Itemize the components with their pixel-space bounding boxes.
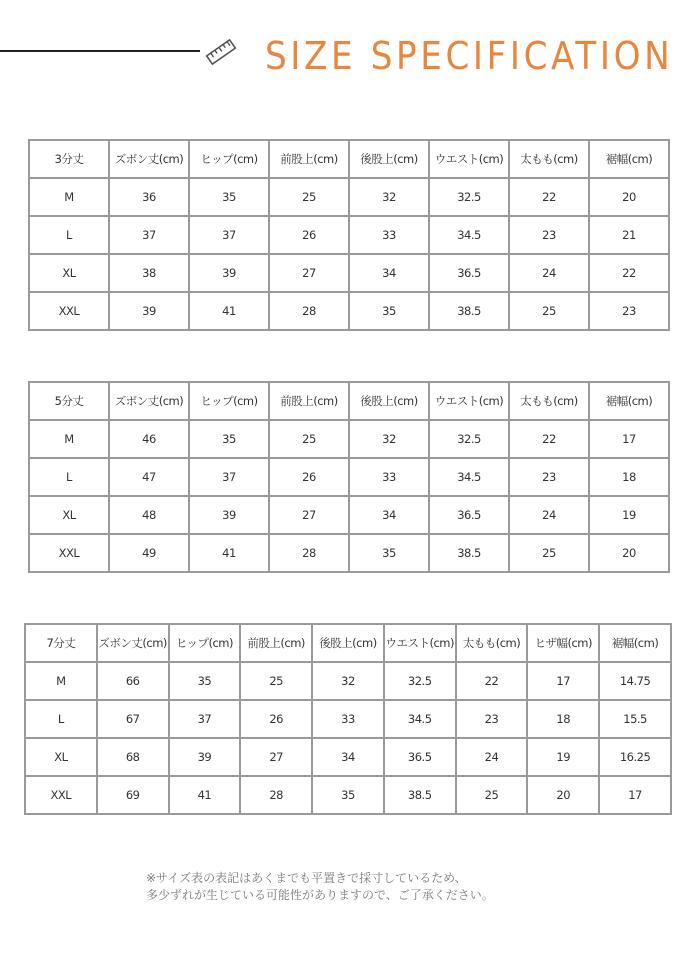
table-cell: 32.5 [384, 662, 456, 700]
table-cell: 38.5 [384, 776, 456, 814]
table-cell: 27 [240, 738, 312, 776]
table-cell: 35 [189, 178, 269, 216]
table-header-cell: 3分丈 [29, 140, 109, 178]
table-row [25, 738, 671, 776]
table-cell: 25 [509, 292, 589, 330]
table-cell: 66 [97, 662, 169, 700]
table-cell: 35 [169, 662, 241, 700]
table-row [29, 496, 669, 534]
table-cell: M [25, 662, 97, 700]
table-row [25, 776, 671, 814]
table-header-cell: ウエスト(cm) [429, 382, 509, 420]
table-header-cell: 太もも(cm) [456, 624, 528, 662]
table-header-cell: 後股上(cm) [349, 140, 429, 178]
table-cell: 36.5 [429, 496, 509, 534]
table-header-row [29, 140, 669, 178]
table-cell: 25 [269, 420, 349, 458]
table-cell: 23 [509, 216, 589, 254]
table-cell: XL [25, 738, 97, 776]
table-cell: 32 [349, 178, 429, 216]
table-cell: 41 [169, 776, 241, 814]
table-row [29, 458, 669, 496]
table-cell: 38.5 [429, 292, 509, 330]
table-cell: 37 [189, 216, 269, 254]
table-cell: 25 [240, 662, 312, 700]
table-cell: 47 [109, 458, 189, 496]
table-header-cell: ヒップ(cm) [169, 624, 241, 662]
table-cell: 23 [509, 458, 589, 496]
table-header-cell: 7分丈 [25, 624, 97, 662]
table-row [29, 178, 669, 216]
table-cell: 24 [456, 738, 528, 776]
table-cell: 37 [169, 700, 241, 738]
table-cell: 22 [456, 662, 528, 700]
table-cell: XXL [29, 292, 109, 330]
table-cell: 32 [312, 662, 384, 700]
table-header-cell: 太もも(cm) [509, 140, 589, 178]
table-cell: 33 [312, 700, 384, 738]
table-cell: 17 [589, 420, 669, 458]
table-header-cell: 前股上(cm) [269, 140, 349, 178]
size-table-5bu [28, 381, 670, 573]
table-cell: XXL [25, 776, 97, 814]
table-cell: L [29, 216, 109, 254]
table-cell: 26 [240, 700, 312, 738]
table-header-cell: ズボン丈(cm) [109, 140, 189, 178]
table-header-cell: 前股上(cm) [269, 382, 349, 420]
table-header-cell: 裾幅(cm) [589, 140, 669, 178]
page-title: SIZE SPECIFICATION [265, 34, 674, 78]
table-cell: 17 [599, 776, 671, 814]
table-cell: XL [29, 254, 109, 292]
table-cell: L [29, 458, 109, 496]
table-header-cell: 裾幅(cm) [589, 382, 669, 420]
table-cell: 36 [109, 178, 189, 216]
size-table-3bu [28, 139, 670, 331]
table-header-row [29, 382, 669, 420]
table-cell: 46 [109, 420, 189, 458]
table-cell: 38 [109, 254, 189, 292]
table-cell: 23 [456, 700, 528, 738]
table-cell: 26 [269, 458, 349, 496]
table-row [29, 292, 669, 330]
table-cell: 69 [97, 776, 169, 814]
table-row [29, 534, 669, 572]
table-cell: L [25, 700, 97, 738]
table-cell: 34 [349, 254, 429, 292]
table-cell: 36.5 [429, 254, 509, 292]
table-cell: 27 [269, 254, 349, 292]
table-cell: 26 [269, 216, 349, 254]
table-cell: 15.5 [599, 700, 671, 738]
table-header-cell: ヒップ(cm) [189, 382, 269, 420]
table-cell: 23 [589, 292, 669, 330]
table-cell: 39 [169, 738, 241, 776]
table-cell: 16.25 [599, 738, 671, 776]
table-cell: 35 [312, 776, 384, 814]
table-cell: 25 [269, 178, 349, 216]
table-cell: 18 [527, 700, 599, 738]
table-cell: 19 [527, 738, 599, 776]
table-cell: 25 [509, 534, 589, 572]
table-cell: 28 [269, 534, 349, 572]
table-cell: M [29, 420, 109, 458]
table-cell: 27 [269, 496, 349, 534]
table-cell: 48 [109, 496, 189, 534]
table-cell: 17 [527, 662, 599, 700]
table-cell: 33 [349, 216, 429, 254]
table-cell: 39 [189, 254, 269, 292]
table-header-cell: ウエスト(cm) [429, 140, 509, 178]
table-cell: 32.5 [429, 178, 509, 216]
table-header-cell: ヒザ幅(cm) [527, 624, 599, 662]
ruler-icon [204, 36, 238, 68]
table-cell: 24 [509, 254, 589, 292]
table-cell: 41 [189, 292, 269, 330]
table-cell: 35 [349, 292, 429, 330]
table-cell: 67 [97, 700, 169, 738]
table-cell: 68 [97, 738, 169, 776]
table-header-cell: 後股上(cm) [312, 624, 384, 662]
size-table-7bu [24, 623, 672, 815]
table-cell: 20 [527, 776, 599, 814]
table-cell: 35 [189, 420, 269, 458]
table-header-cell: 前股上(cm) [240, 624, 312, 662]
note-line-1: ※サイズ表の表記はあくまでも平置きで採寸しているため、 [146, 871, 467, 885]
table-cell: 49 [109, 534, 189, 572]
table-cell: 34 [312, 738, 384, 776]
table-row [25, 700, 671, 738]
table-cell: 34.5 [384, 700, 456, 738]
table-cell: 38.5 [429, 534, 509, 572]
table-header-cell: 後股上(cm) [349, 382, 429, 420]
table-cell: 41 [189, 534, 269, 572]
table-header-cell: 太もも(cm) [509, 382, 589, 420]
table-row [29, 216, 669, 254]
table-cell: 22 [589, 254, 669, 292]
table-cell: 32.5 [429, 420, 509, 458]
table-cell: 39 [189, 496, 269, 534]
table-cell: M [29, 178, 109, 216]
table-cell: 36.5 [384, 738, 456, 776]
table-header-cell: 5分丈 [29, 382, 109, 420]
table-header-row [25, 624, 671, 662]
table-cell: 28 [269, 292, 349, 330]
table-cell: 18 [589, 458, 669, 496]
table-cell: 33 [349, 458, 429, 496]
table-header-cell: ウエスト(cm) [384, 624, 456, 662]
table-row [29, 254, 669, 292]
table-cell: 19 [589, 496, 669, 534]
table-cell: 39 [109, 292, 189, 330]
table-header-cell: ズボン丈(cm) [109, 382, 189, 420]
table-cell: 35 [349, 534, 429, 572]
table-cell: 22 [509, 420, 589, 458]
table-cell: 34.5 [429, 216, 509, 254]
note-line-2: 多少ずれが生じている可能性がありますので、ご了承ください。 [146, 888, 494, 902]
table-cell: 28 [240, 776, 312, 814]
table-cell: XXL [29, 534, 109, 572]
table-cell: 37 [189, 458, 269, 496]
header-divider-line [0, 50, 200, 52]
table-row [25, 662, 671, 700]
table-row [29, 420, 669, 458]
table-cell: 20 [589, 534, 669, 572]
table-cell: 34.5 [429, 458, 509, 496]
table-cell: 32 [349, 420, 429, 458]
table-header-cell: ズボン丈(cm) [97, 624, 169, 662]
table-header-cell: ヒップ(cm) [189, 140, 269, 178]
measurement-note [146, 870, 494, 904]
table-cell: 14.75 [599, 662, 671, 700]
table-cell: 24 [509, 496, 589, 534]
table-cell: 20 [589, 178, 669, 216]
table-cell: 22 [509, 178, 589, 216]
table-cell: XL [29, 496, 109, 534]
table-cell: 25 [456, 776, 528, 814]
table-header-cell: 裾幅(cm) [599, 624, 671, 662]
table-cell: 37 [109, 216, 189, 254]
table-cell: 34 [349, 496, 429, 534]
table-cell: 21 [589, 216, 669, 254]
